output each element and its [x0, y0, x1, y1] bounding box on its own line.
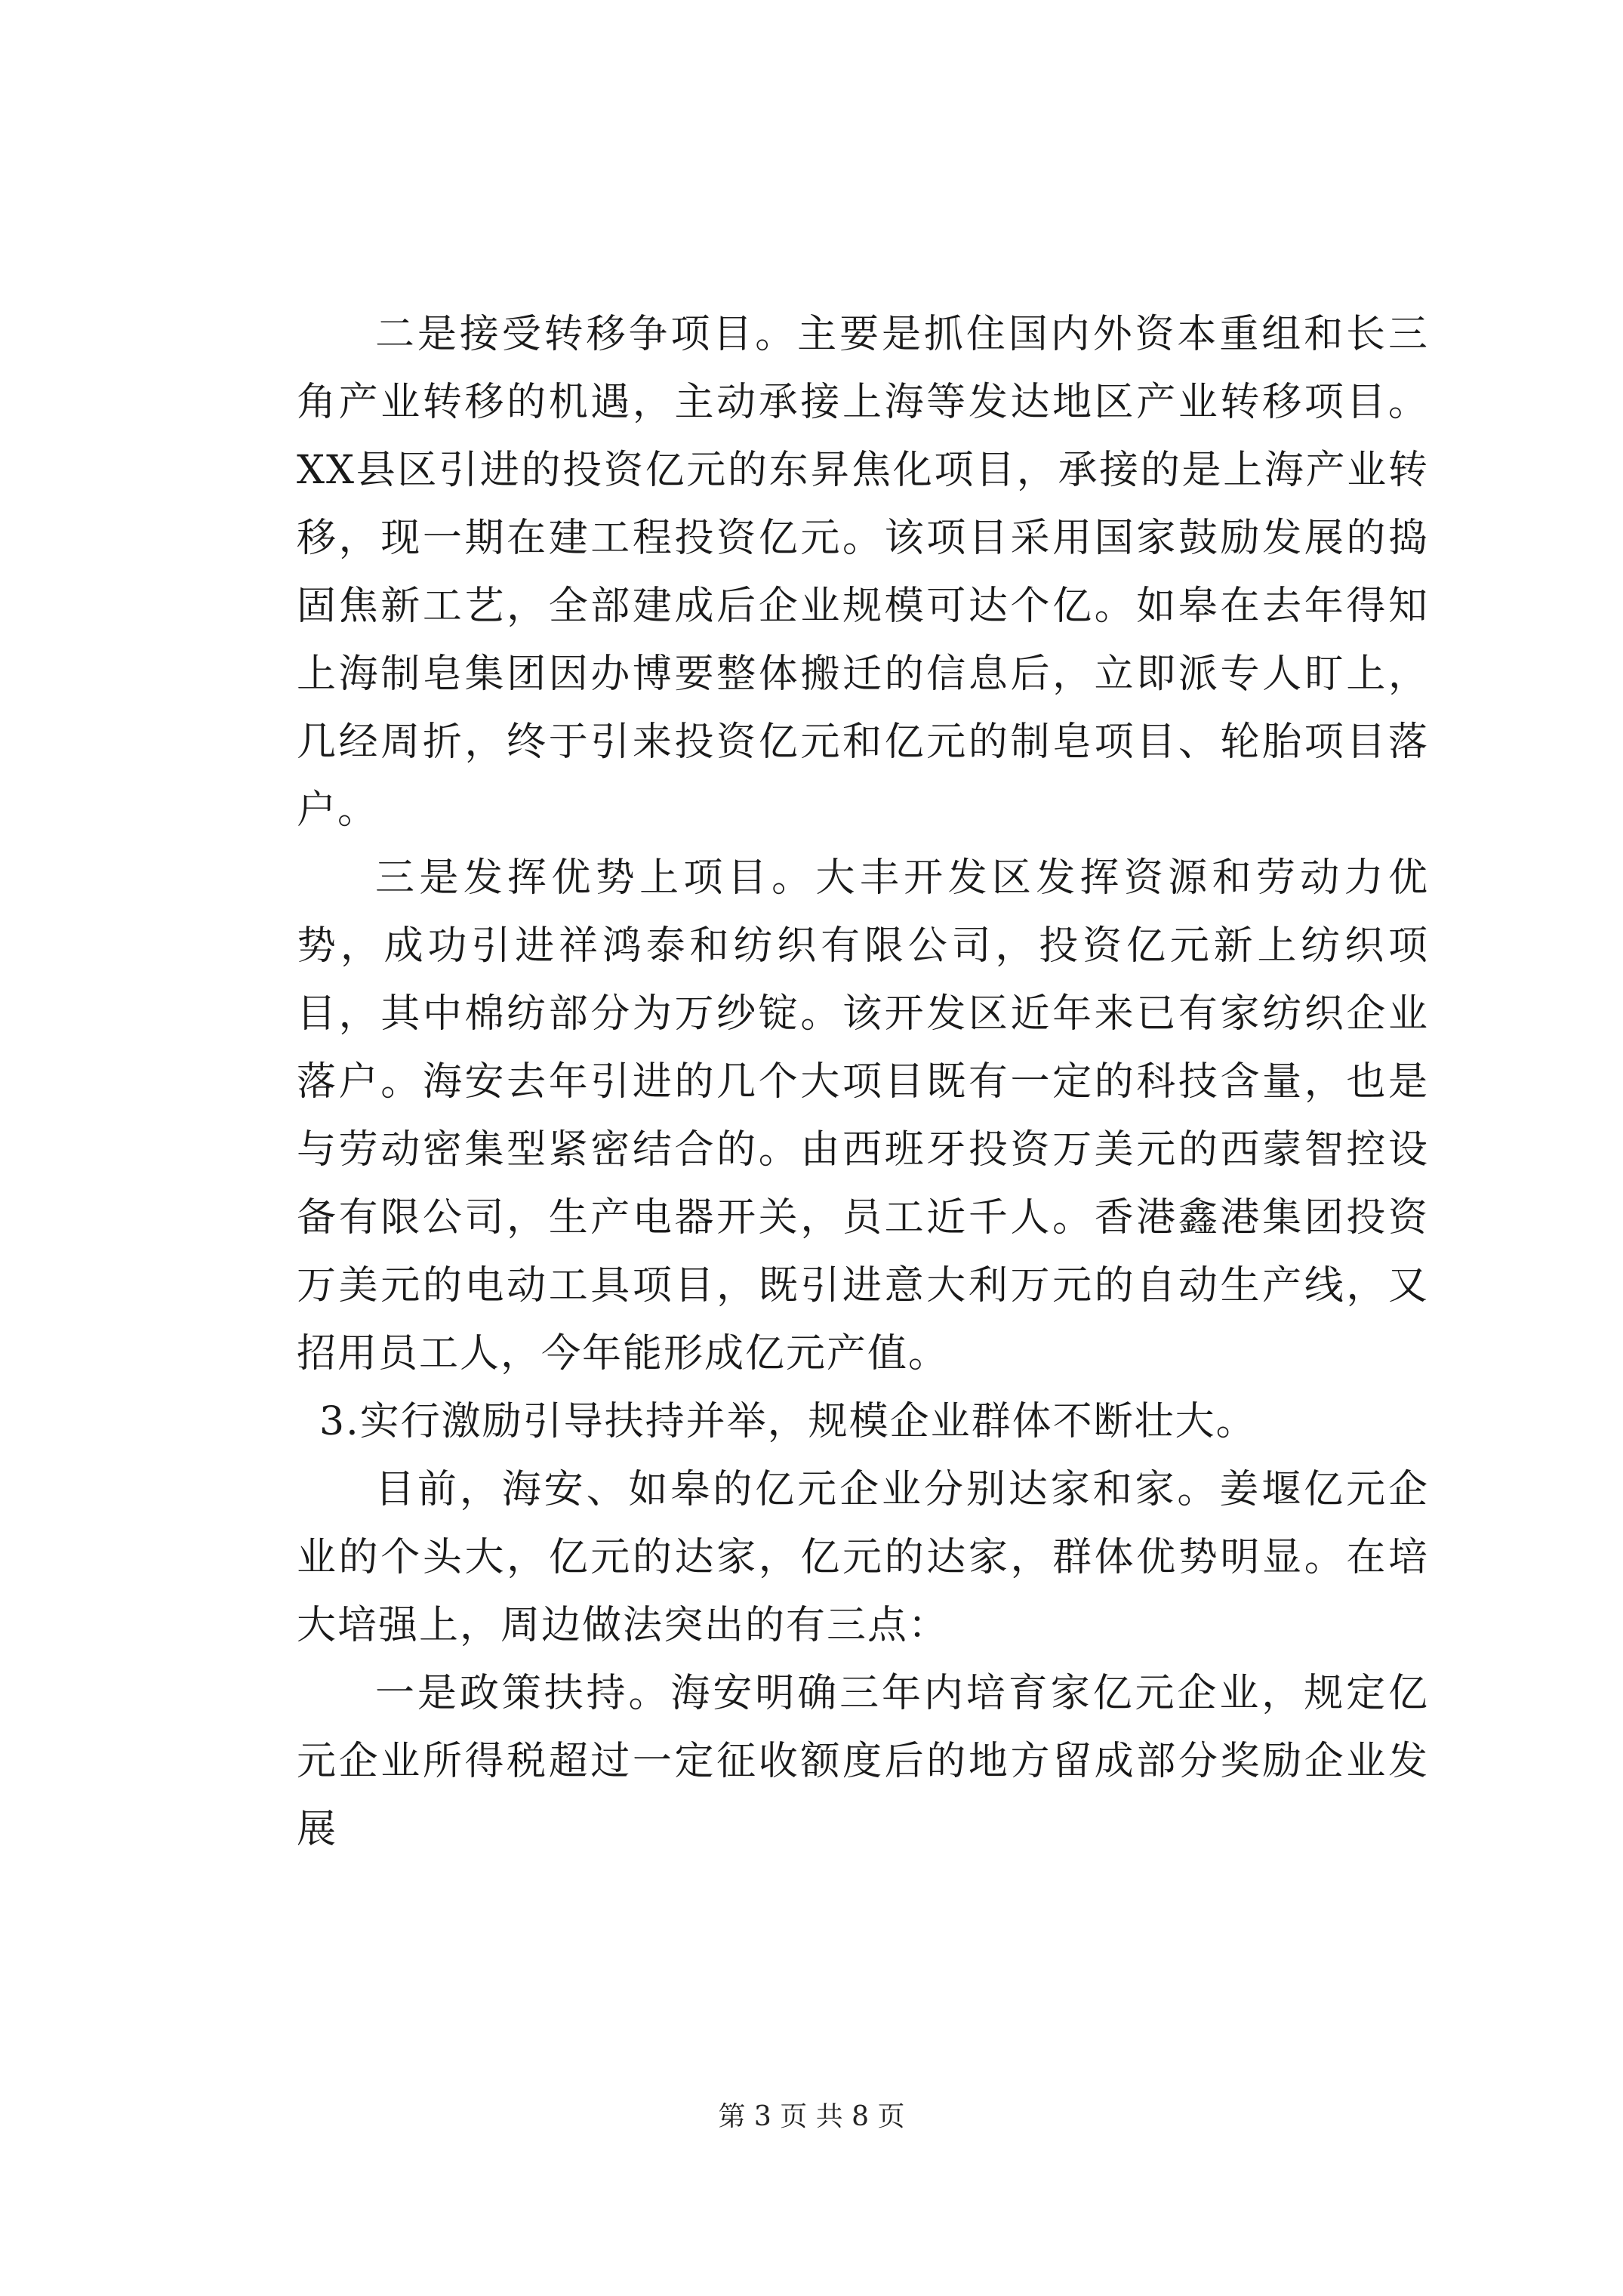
- page-number-footer: 第 3 页 共 8 页: [718, 2101, 905, 2132]
- paragraph-transfer-projects: 二是接受转移争项目。主要是抓住国内外资本重组和长三角产业转移的机遇，主动承接上海等发达地区产业转移项目。XX县区引进的投资亿元的东昇焦化项目，承接的是上海产业转移，现一期在建工程投资亿元。该项目采用国家鼓励发展的捣固焦新工艺，全部建成后企业规模可达个亿。如皋在去年得知上海制皂集团因办博要整体搬迁的信息后，立即派专人盯上，几经周折，终于引来投资亿元和亿元的制皂项目、轮胎项目落户。: [297, 312, 1429, 833]
- document-body: [297, 300, 1429, 1863]
- paragraph-policy-support: 一是政策扶持。海安明确三年内培育家亿元企业，规定亿元企业所得税超过一定征收额度后的地方留成部分奖励企业发展: [297, 1671, 1429, 1852]
- paragraph-enterprise-groups: 目前，海安、如皋的亿元企业分别达家和家。姜堰亿元企业的个头大，亿元的达家，亿元的达家，群体优势明显。在培大培强上，周边做法突出的有三点：: [297, 1467, 1429, 1648]
- paragraph-advantage-projects: 三是发挥优势上项目。大丰开发区发挥资源和劳动力优势，成功引进祥鸿泰和纺织有限公司，投资亿元新上纺织项目，其中棉纺部分为万纱锭。该开发区近年来已有家纺织企业落户。海安去年引进的几个大项目既有一定的科技含量，也是与劳动密集型紧密结合的。由西班牙投资万美元的西蒙智控设备有限公司，生产电器开关，员工近千人。香港鑫港集团投资万美元的电动工具项目，既引进意大利万元的自动生产线，又招用员工人，今年能形成亿元产值。: [297, 855, 1429, 1376]
- section-heading: 3.实行激励引导扶持并举，规模企业群体不断壮大。: [319, 1399, 1257, 1444]
